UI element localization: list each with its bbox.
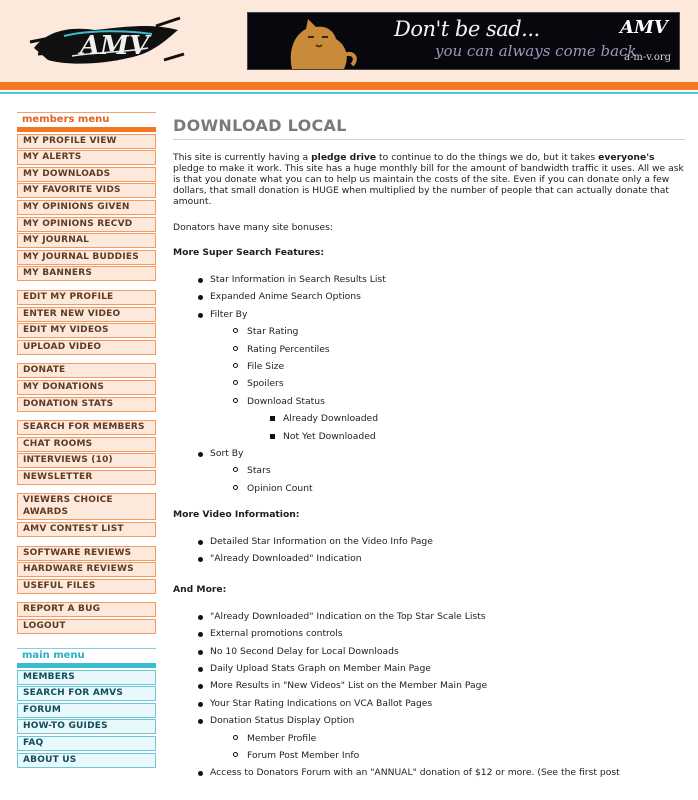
menu-item-edit-my-profile[interactable]: EDIT MY PROFILE	[17, 290, 156, 305]
menu-item-upload-video[interactable]: UPLOAD VIDEO	[17, 340, 156, 355]
list-item: Opinion Count	[173, 483, 685, 500]
main-menu-bar	[17, 663, 156, 668]
list-item: Rating Percentiles	[173, 344, 685, 361]
circle-bullet-icon	[233, 752, 238, 757]
header-stripe-cyan	[0, 92, 698, 94]
list-item: Download Status	[173, 396, 685, 413]
list-item: Forum Post Member Info	[173, 750, 685, 767]
menu-item-donate[interactable]: DONATE	[17, 363, 156, 378]
list-item: No 10 Second Delay for Local Downloads	[173, 646, 685, 663]
advert-banner[interactable]	[247, 12, 680, 70]
list-item: Filter By	[173, 309, 685, 326]
list-item: More Results in "New Videos" List on the Member Main Page	[173, 680, 685, 697]
menu-item-donation-stats[interactable]: DONATION STATS	[17, 397, 156, 412]
list-item: File Size	[173, 361, 685, 378]
bullet-icon	[198, 557, 203, 562]
list-item: Member Profile	[173, 733, 685, 750]
section-heading-search: More Super Search Features:	[173, 247, 325, 258]
square-bullet-icon	[270, 416, 275, 421]
menu-item-my-journal-buddies[interactable]: MY JOURNAL BUDDIES	[17, 250, 156, 265]
circle-bullet-icon	[233, 380, 238, 385]
menu-item-chat-rooms[interactable]: CHAT ROOMS	[17, 437, 156, 452]
search-features-list	[173, 274, 685, 500]
intro-bold-1: pledge drive	[311, 152, 377, 163]
circle-bullet-icon	[233, 346, 238, 351]
circle-bullet-icon	[233, 363, 238, 368]
menu-item-report-a-bug[interactable]: REPORT A BUG	[17, 602, 156, 617]
menu-item-my-donations[interactable]: MY DONATIONS	[17, 380, 156, 395]
header-stripe-orange	[0, 82, 698, 90]
bullet-icon	[198, 650, 203, 655]
bullet-icon	[198, 667, 203, 672]
menu-item-my-alerts[interactable]: MY ALERTS	[17, 150, 156, 165]
banner-logo: AMV	[620, 17, 668, 38]
bullet-icon	[198, 702, 203, 707]
circle-bullet-icon	[233, 467, 238, 472]
intro-text-1: This site is currently having a	[173, 152, 309, 163]
menu-item-edit-my-videos[interactable]: EDIT MY VIDEOS	[17, 323, 156, 338]
menu-item-faq[interactable]: FAQ	[17, 736, 156, 751]
list-item: Sort By	[173, 448, 685, 465]
circle-bullet-icon	[233, 485, 238, 490]
menu-item-my-profile-view[interactable]: MY PROFILE VIEW	[17, 134, 156, 149]
menu-item-about-us[interactable]: ABOUT US	[17, 753, 156, 768]
menu-item-newsletter[interactable]: NEWSLETTER	[17, 470, 156, 485]
list-item: Spoilers	[173, 378, 685, 395]
intro-text-3: pledge to make it work. This site has a huge monthly bill for the amount of bandwidth traffic it uses. All we ask is that you donate what you can to help us maintain the costs of the site. Even if you can donate only a few dollars, that small donation is HUGE when multiplied by the number of people that can actually donate that amount.	[173, 163, 684, 207]
menu-item-my-favorite-vids[interactable]: MY FAVORITE VIDS	[17, 183, 156, 198]
menu-item-members[interactable]: MEMBERS	[17, 670, 156, 685]
intro-bold-2: everyone's	[598, 152, 655, 163]
list-item: Detailed Star Information on the Video Info Page	[173, 536, 685, 553]
bullet-icon	[198, 719, 203, 724]
menu-item-how-to-guides[interactable]: HOW-TO GUIDES	[17, 719, 156, 734]
menu-item-my-opinions-recvd[interactable]: MY OPINIONS RECVD	[17, 217, 156, 232]
menu-item-hardware-reviews[interactable]: HARDWARE REVIEWS	[17, 562, 156, 577]
list-item: Star Rating	[173, 326, 685, 343]
list-item: Star Information in Search Results List	[173, 274, 685, 291]
bullet-icon	[198, 540, 203, 545]
page-title: DOWNLOAD LOCAL	[173, 112, 685, 140]
menu-item-search-for-amvs[interactable]: SEARCH FOR AMVS	[17, 686, 156, 701]
menu-item-interviews[interactable]: INTERVIEWS (10)	[17, 453, 156, 468]
menu-item-search-for-members[interactable]: SEARCH FOR MEMBERS	[17, 420, 156, 435]
bullet-icon	[198, 615, 203, 620]
bullet-icon	[198, 313, 203, 318]
members-menu-bar	[17, 127, 156, 132]
list-item: "Already Downloaded" Indication on the Top Star Scale Lists	[173, 611, 685, 628]
site-logo[interactable]	[28, 8, 186, 72]
bullet-icon	[198, 295, 203, 300]
intro-text-2: to continue to do the things we do, but it takes	[379, 152, 596, 163]
section-heading-and-more: And More:	[173, 583, 227, 595]
menu-item-viewers-choice-awards[interactable]: VIEWERS CHOICE AWARDS	[17, 493, 156, 520]
circle-bullet-icon	[233, 735, 238, 740]
menu-item-amv-contest-list[interactable]: AMV CONTEST LIST	[17, 522, 156, 537]
bonuses-text: Donators have many site bonuses:	[173, 222, 334, 233]
square-bullet-icon	[270, 434, 275, 439]
circle-bullet-icon	[233, 328, 238, 333]
list-item: Already Downloaded	[173, 413, 685, 430]
list-item: Daily Upload Stats Graph on Member Main Page	[173, 663, 685, 680]
menu-item-my-opinions-given[interactable]: MY OPINIONS GIVEN	[17, 200, 156, 215]
more-features-list	[173, 611, 685, 785]
menu-item-my-journal[interactable]: MY JOURNAL	[17, 233, 156, 248]
intro-paragraph	[173, 152, 685, 207]
list-item: Expanded Anime Search Options	[173, 291, 685, 308]
cat-illustration	[274, 15, 360, 69]
menu-item-my-downloads[interactable]: MY DOWNLOADS	[17, 167, 156, 182]
list-item: "Already Downloaded" Indication	[173, 553, 685, 570]
banner-url: a-m-v.org	[624, 52, 672, 63]
main-content	[173, 112, 685, 785]
section-heading-video-info: More Video Information:	[173, 509, 300, 521]
banner-line1: Don't be sad...	[394, 17, 540, 41]
list-item: Stars	[173, 465, 685, 482]
bullet-icon	[198, 452, 203, 457]
menu-item-logout[interactable]: LOGOUT	[17, 619, 156, 634]
bullet-icon	[198, 278, 203, 283]
bullet-icon	[198, 771, 203, 776]
list-item: Your Star Rating Indications on VCA Ballot Pages	[173, 698, 685, 715]
list-item: Donation Status Display Option	[173, 715, 685, 732]
menu-item-forum[interactable]: FORUM	[17, 703, 156, 718]
main-menu-title: main menu	[17, 648, 156, 663]
bullet-icon	[198, 684, 203, 689]
logo-text: AMV	[80, 31, 150, 61]
banner-line2: you can always come back	[435, 42, 637, 60]
bullet-icon	[198, 632, 203, 637]
menu-item-useful-files[interactable]: USEFUL FILES	[17, 579, 156, 594]
list-item: Not Yet Downloaded	[173, 431, 685, 448]
list-item: External promotions controls	[173, 628, 685, 645]
sidebar	[17, 112, 156, 768]
list-item: Access to Donators Forum with an "ANNUAL" donation of $12 or more. (See the first post	[173, 767, 685, 784]
members-menu-title: members menu	[17, 112, 156, 127]
menu-item-my-banners[interactable]: MY BANNERS	[17, 266, 156, 281]
circle-bullet-icon	[233, 398, 238, 403]
video-info-list	[173, 536, 685, 571]
menu-item-enter-new-video[interactable]: ENTER NEW VIDEO	[17, 307, 156, 322]
site-header	[0, 0, 698, 82]
menu-item-software-reviews[interactable]: SOFTWARE REVIEWS	[17, 546, 156, 561]
